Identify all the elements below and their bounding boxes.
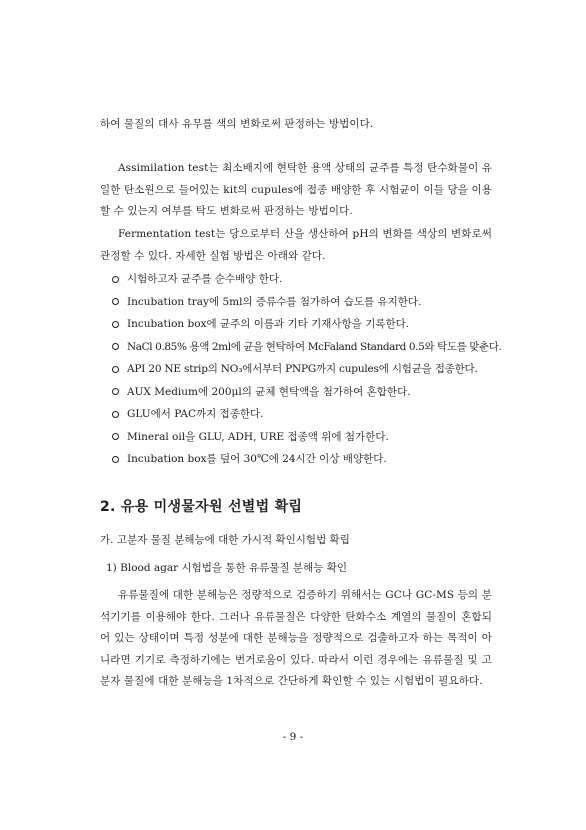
list-item: 시험하고자 균주를 순수배양 한다. bbox=[112, 268, 502, 291]
circle-bullet-icon bbox=[112, 276, 119, 283]
list-item: Incubation box를 덮어 30℃에 24시간 이상 배양한다. bbox=[112, 448, 502, 471]
section-heading: 2. 유용 미생물자원 선별법 확립 bbox=[100, 499, 303, 515]
list-item: Incubation box에 균주의 이름과 기타 기재사항을 기록한다. bbox=[112, 313, 502, 336]
circle-bullet-icon bbox=[112, 411, 119, 418]
page-number: - 9 - bbox=[282, 731, 304, 743]
circle-bullet-icon bbox=[112, 343, 119, 350]
procedure-list bbox=[112, 268, 502, 471]
circle-bullet-icon bbox=[112, 366, 119, 373]
subsubsection-heading: 1) Blood agar 시험법을 통한 유류물질 분해능 확인 bbox=[106, 562, 347, 574]
list-item: Mineral oil을 GLU, ADH, URE 접종액 위에 첨가한다. bbox=[112, 426, 502, 449]
circle-bullet-icon bbox=[112, 433, 119, 440]
circle-bullet-icon bbox=[112, 388, 119, 395]
list-item: AUX Medium에 200μl의 균체 현탁액을 첨가하여 혼합한다. bbox=[112, 381, 502, 404]
paragraph-continuation: 하여 물질의 대사 유무를 색의 변화로써 판정하는 방법이다. bbox=[100, 118, 374, 130]
paragraph-assimilation-test: Assimilation test는 최소배지에 현탁한 용액 상태의 균주를 특정 탄수화물이 유일한 탄소원으로 들어있는 kit의 cupules에 접종 배양한 후 시험균이 이들 당을 이용할 수 있는지 여부를 탁도 변화로써 판정하는 방법이다. bbox=[100, 162, 492, 217]
list-item: GLU에서 PAC까지 접종한다. bbox=[112, 403, 502, 426]
paragraph-oil-degradation: 유류물질에 대한 분해능은 정량적으로 검증하기 위해서는 GC나 GC-MS 등의 분석기기를 이용해야 한다. 그러나 유류물질은 다양한 탄화수소 계열의 물질이 혼합되어 있는 상태이며 특정 성분에 대한 분해능을 정량적으로 검출하고자 하는 목적이 아니라면 기기로 측정하기에는 번거로움이 있다. 따라서 이런 경우에는 유류물질 및 고분자 물질에 대한 분해능을 1차적으로 간단하게 확인할 수 있는 시험법이 필요하다. bbox=[100, 589, 492, 687]
list-item: Incubation tray에 5ml의 증류수를 첨가하여 습도를 유지한다. bbox=[112, 291, 502, 314]
list-item: API 20 NE strip의 NO₃에서부터 PNPG까지 cupules에 시험균을 접종한다. bbox=[112, 358, 502, 381]
circle-bullet-icon bbox=[112, 456, 119, 463]
list-item: NaCl 0.85% 용액 2ml에 균을 현탁하여 McFaland Standard 0.5와 탁도를 맞춘다. bbox=[112, 336, 502, 359]
paragraph-fermentation-test: Fermentation test는 당으로부터 산을 생산하여 pH의 변화를 색상의 변화로써 관정할 수 있다. 자세한 실험 방법은 아래와 같다. bbox=[100, 228, 492, 262]
circle-bullet-icon bbox=[112, 298, 119, 305]
subsection-heading: 가. 고분자 물질 분해능에 대한 가시적 확인시험법 확립 bbox=[100, 534, 350, 546]
circle-bullet-icon bbox=[112, 321, 119, 328]
